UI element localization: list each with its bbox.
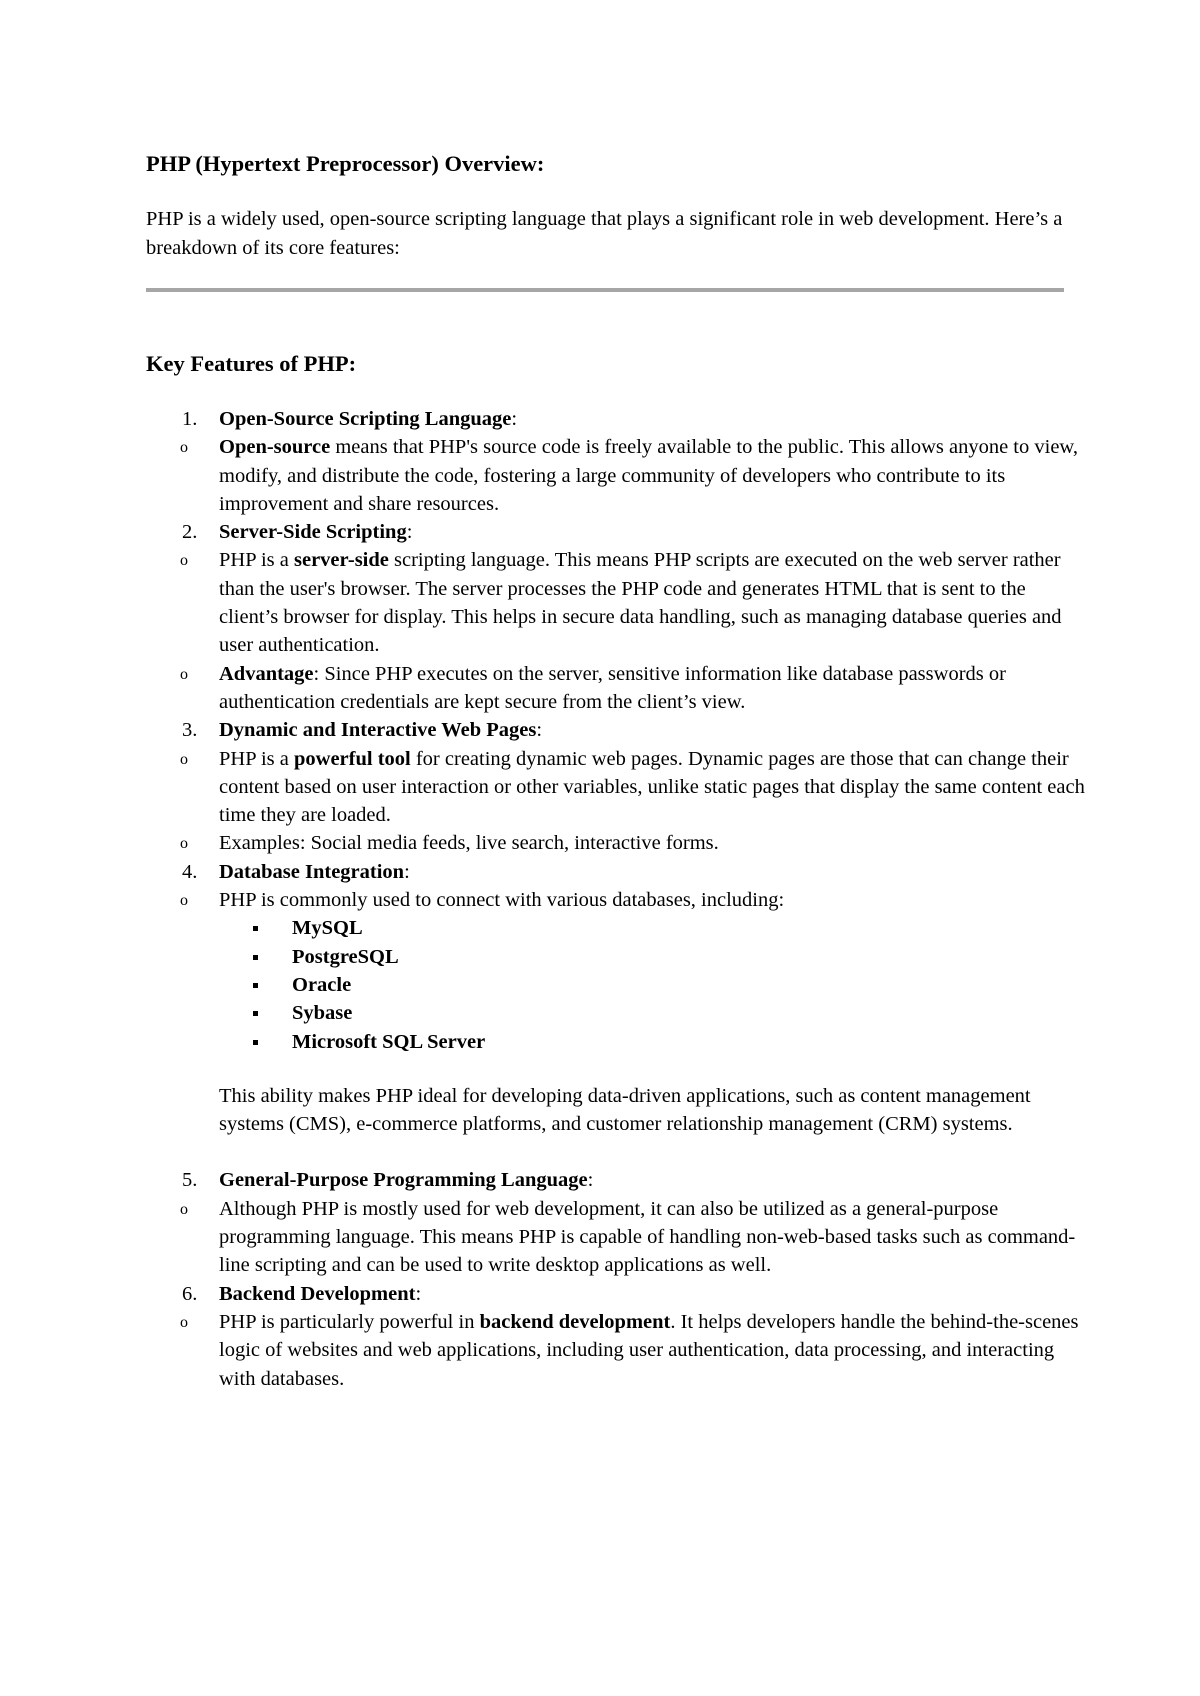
- feature-item: [146, 716, 1086, 744]
- feature-title: General-Purpose Programming Language:: [219, 1169, 594, 1192]
- circle-bullet-icon: o: [180, 665, 188, 683]
- feature-item: [146, 518, 1086, 546]
- feature-number: 1.: [182, 408, 198, 430]
- feature-bullet: o PHP is commonly used to connect with various databases, including:: [146, 886, 1086, 914]
- feature-bullet: o PHP is particularly powerful in backend development. It helps developers handle the behind-the-scenes logic of websites and web applications, including user authentication, data processing, and interacting with databases.: [180, 1310, 1079, 1390]
- feature-item: [146, 405, 1086, 433]
- square-bullet-icon: [253, 1011, 258, 1016]
- feature-title: Server-Side Scripting:: [219, 521, 413, 544]
- circle-bullet-icon: o: [180, 835, 188, 853]
- feature-item: [146, 858, 1086, 886]
- section-heading: Key Features of PHP:: [146, 351, 357, 376]
- feature-number: 5.: [182, 1169, 198, 1192]
- feature-number: 2.: [182, 521, 198, 544]
- circle-bullet-icon: o: [180, 552, 188, 570]
- feature-bullet: o PHP is a powerful tool for creating dynamic web pages. Dynamic pages are those that can change their content based on user interaction or other variables, unlike static pages that display the same content each time they are loaded.: [180, 747, 1085, 827]
- database-item: Sybase: [219, 999, 1086, 1027]
- square-bullet-icon: [253, 955, 258, 960]
- page-title: PHP (Hypertext Preprocessor) Overview:: [146, 151, 545, 176]
- feature-bullet: o Although PHP is mostly used for web development, it can also be utilized as a general-purpose programming language. This means PHP is capable of handling non-web-based tasks such as command-line scripting and can be used to write desktop applications as well.: [180, 1197, 1076, 1277]
- database-item: PostgreSQL: [219, 943, 1086, 971]
- feature-title: Database Integration:: [219, 860, 410, 883]
- feature-title: Backend Development:: [219, 1282, 422, 1305]
- circle-bullet-icon: o: [180, 439, 188, 457]
- feature-title: Open-Source Scripting Language:: [219, 408, 518, 430]
- circle-bullet-icon: o: [180, 750, 188, 768]
- horizontal-divider: [146, 288, 1064, 292]
- feature-item: [146, 1280, 1086, 1308]
- square-bullet-icon: [253, 983, 258, 988]
- database-note: This ability makes PHP ideal for developing data-driven applications, such as content management systems (CMS), e-commerce platforms, and customer relationship management (CRM) systems.: [219, 1084, 1031, 1136]
- feature-bullet: o Advantage: Since PHP executes on the server, sensitive information like database passwords or authentication credentials are kept secure from the client’s view.: [180, 662, 1006, 713]
- feature-item: [146, 1166, 1086, 1194]
- database-list: [219, 914, 1086, 1055]
- database-item: Oracle: [219, 971, 1086, 999]
- feature-title: Dynamic and Interactive Web Pages:: [219, 719, 543, 742]
- features-list: [146, 405, 1086, 1393]
- feature-bullet: o Open-source means that PHP's source code is freely available to the public. This allows anyone to view, modify, and distribute the code, fostering a large community of developers who contribute to its improvement and share resources.: [180, 436, 1079, 515]
- feature-bullet: o PHP is a server-side scripting language. This means PHP scripts are executed on the web server rather than the user's browser. The server processes the PHP code and generates HTML that is sent to the client’s browser for display. This helps in secure data handling, such as managing database queries and user authentication.: [180, 549, 1062, 657]
- feature-bullet: o Examples: Social media feeds, live search, interactive forms.: [146, 829, 1086, 857]
- circle-bullet-icon: o: [180, 1313, 188, 1331]
- feature-number: 6.: [182, 1282, 198, 1305]
- database-list-wrapper: [146, 914, 1086, 1055]
- circle-bullet-icon: o: [180, 1200, 188, 1218]
- database-item: MySQL: [219, 914, 1086, 942]
- square-bullet-icon: [253, 926, 258, 931]
- intro-paragraph: PHP is a widely used, open-source scripting language that plays a significant role in web development. Here’s a breakdown of its core features:: [146, 208, 1063, 259]
- feature-number: 3.: [182, 719, 198, 742]
- feature-number: 4.: [182, 860, 198, 883]
- circle-bullet-icon: o: [180, 892, 188, 910]
- database-item: Microsoft SQL Server: [219, 1028, 1086, 1056]
- square-bullet-icon: [253, 1040, 258, 1045]
